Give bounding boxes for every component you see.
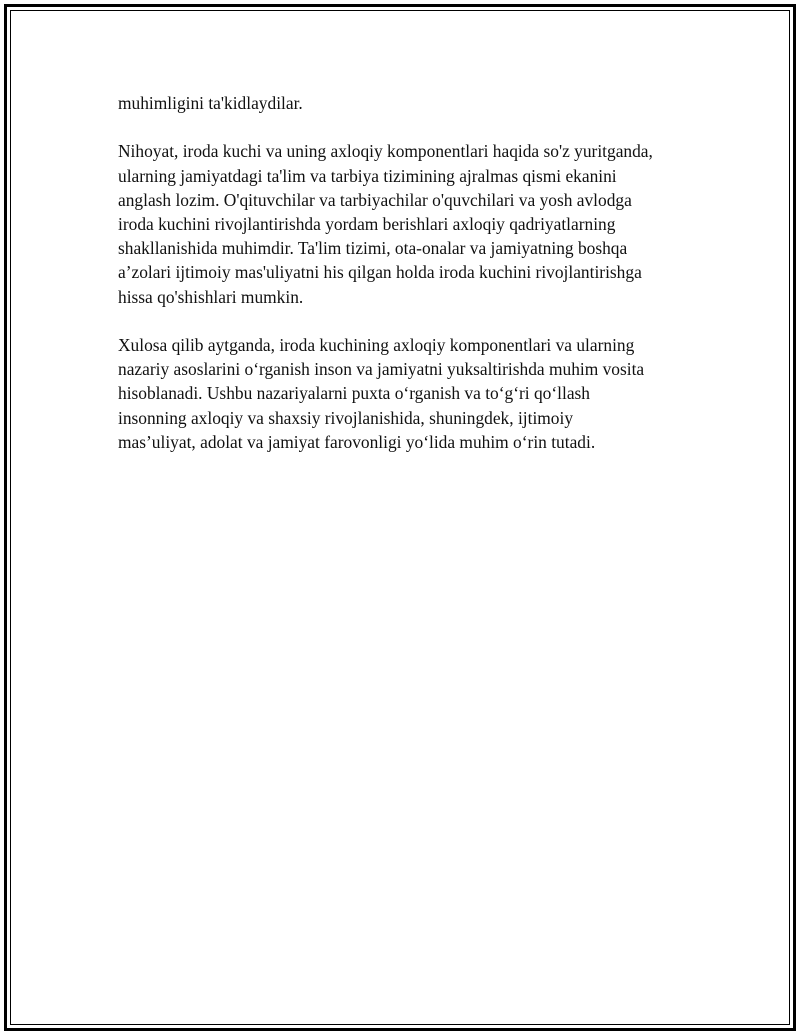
text-line: ularning jamiyatdagi ta'lim va tarbiya tizimining ajralmas qismi ekanini	[118, 165, 617, 186]
paragraph-nihoyat	[118, 139, 698, 308]
text-line: hissa qo'shishlari mumkin.	[118, 286, 304, 307]
paragraph-continuation	[118, 91, 698, 115]
text-line: Nihoyat, iroda kuchi va uning axloqiy komponentlari haqida so'z yuritganda,	[118, 141, 653, 162]
text-line: muhimligini ta'kidlaydilar.	[118, 93, 303, 113]
document-body	[118, 91, 698, 478]
text-line: shakllanishida muhimdir. Ta'lim tizimi, ota-onalar va jamiyatning boshqa	[118, 238, 628, 259]
text-line: Xulosa qilib aytganda, iroda kuchining axloqiy komponentlari va ularning	[118, 335, 635, 355]
text-line: insonning axloqiy va shaxsiy rivojlanishida, shuningdek, ijtimoiy	[118, 407, 574, 428]
text-line: nazariy asoslarini o‘rganish inson va jamiyatni yuksaltirishda muhim vosita	[118, 359, 645, 380]
text-line: mas’uliyat, adolat va jamiyat farovonligi yo‘lida muhim o‘rin tutadi.	[118, 431, 596, 452]
text-line: anglash lozim. O'qituvchilar va tarbiyachilar o'quvchilari va yosh avlodga	[118, 189, 632, 210]
text-line: a’zolari ijtimoiy mas'uliyatni his qilgan holda iroda kuchini rivojlantirishga	[118, 262, 642, 283]
text-line: iroda kuchini rivojlantirishda yordam berishlari axloqiy qadriyatlarning	[118, 214, 616, 234]
paragraph-xulosa	[118, 333, 698, 454]
text-line: hisoblanadi. Ushbu nazariyalarni puxta o‘rganish va to‘g‘ri qo‘llash	[118, 383, 591, 404]
